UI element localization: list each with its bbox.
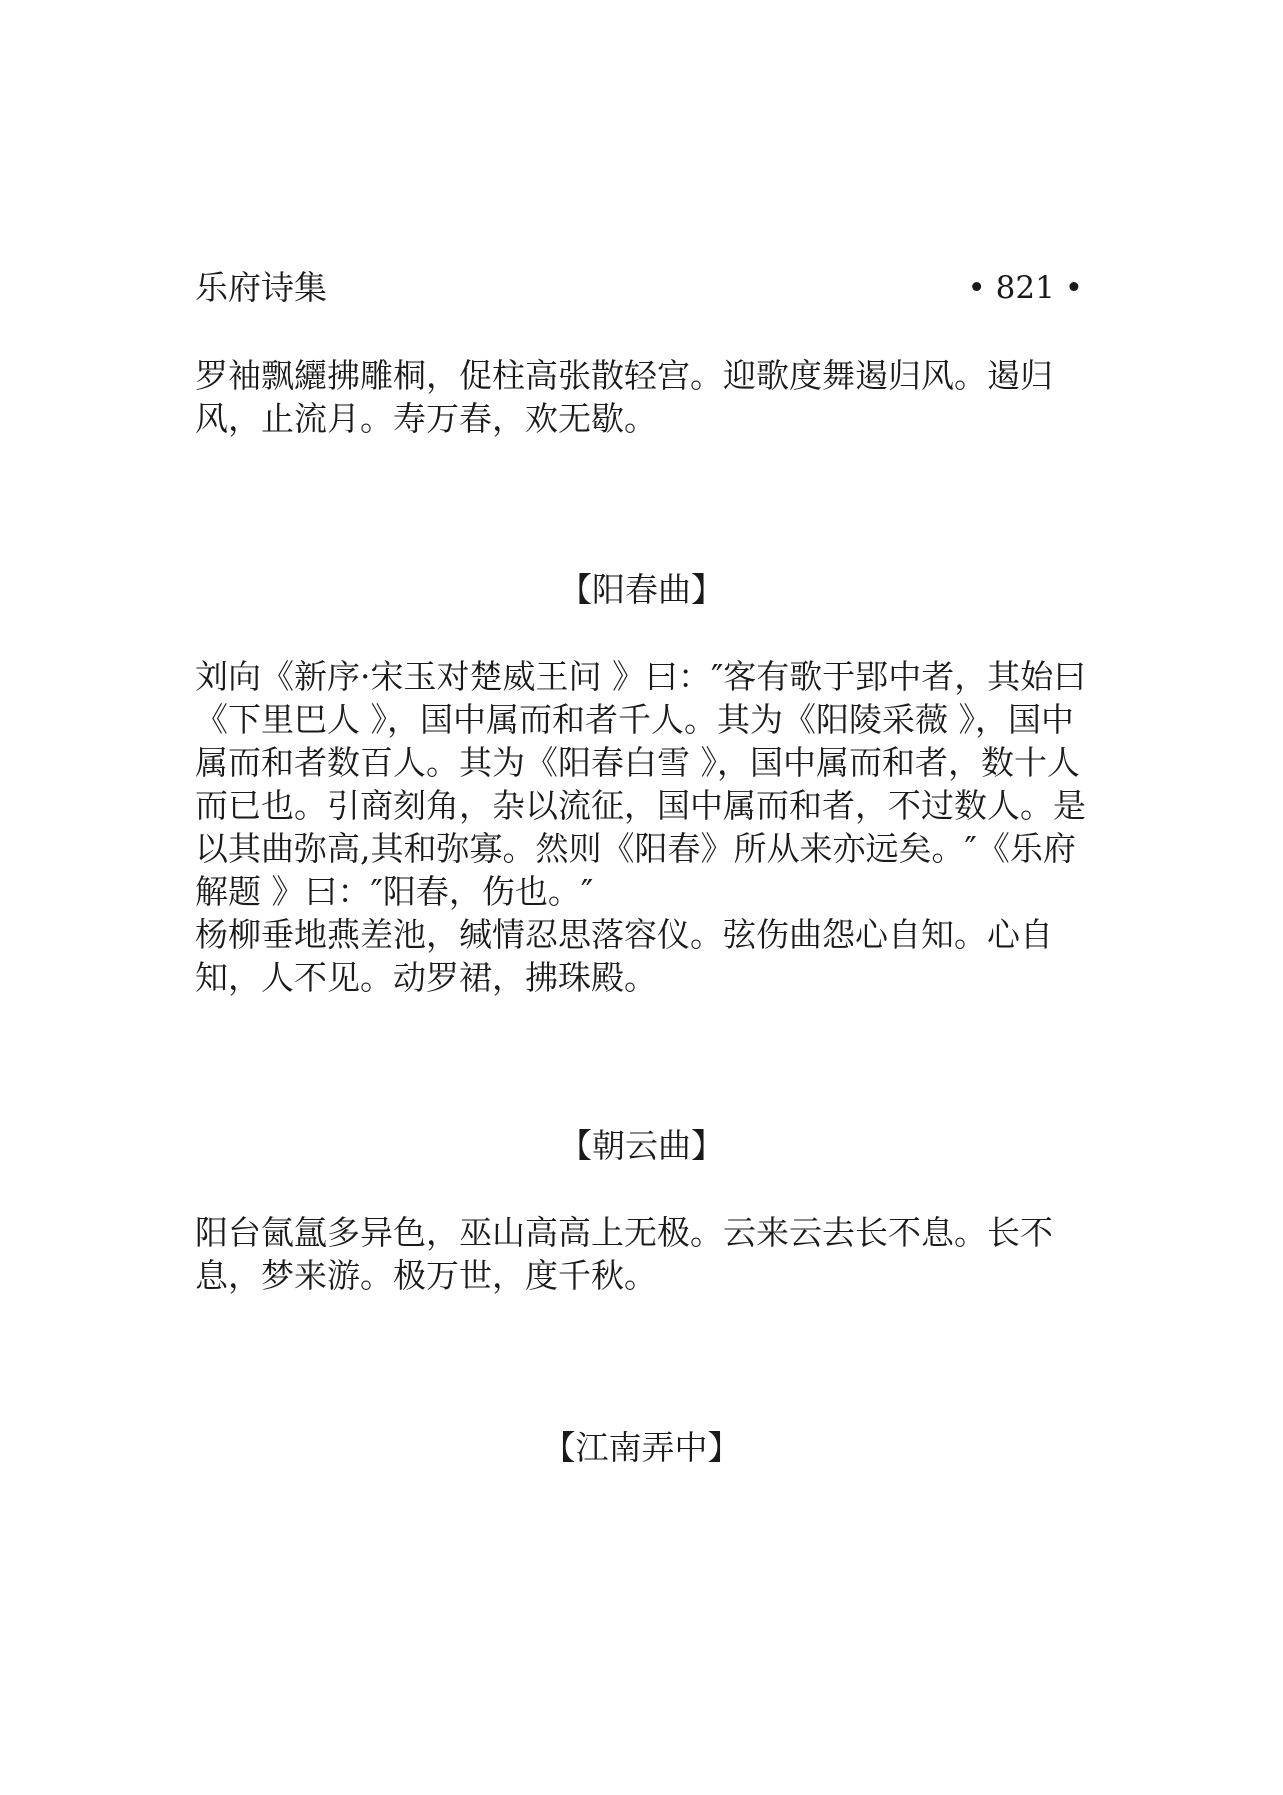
section-heading-jiangnan: 【江南弄中】: [542, 1428, 741, 1467]
poem-text: 阳台氤氲多异色，巫山高高上无极。云来云去长不息。长不息，梦来游。极万世，度千秋。: [195, 1213, 1053, 1295]
section-body-yangchun: [195, 655, 1100, 999]
section-body-chaoyun: [195, 1211, 1100, 1297]
running-title: 乐府诗集: [195, 268, 327, 307]
preface-text: 刘向《新序·宋玉对楚威王问 》曰：″客有歌于郢中者，其始曰《下里巴人 》，国中属而和者千人。其为《阳陵采薇 》，国中属而和者数百人。其为《阳春白雪 》，国中属而和者，数十人而已也。引商刻角，杂以流征，国中属而和者，不过数人。是以其曲弥高,其和弥寡。然则《阳春》所从来亦远矣。″《乐府解题 》曰：″阳春，伤也。″: [195, 657, 1087, 911]
page-number: • 821 •: [967, 270, 1083, 306]
poem-continuation: [195, 354, 1100, 440]
poem-text: 杨柳垂地燕差池，缄情忍思落容仪。弦伤曲怨心自知。心自知，人不见。动罗裙，拂珠殿。: [195, 915, 1053, 997]
poem-text: 罗袖飘纚拂雕桐，促柱高张散轻宫。迎歌度舞遏归风。遏归风，止流月。寿万春，欢无歇。: [195, 356, 1053, 438]
section-heading-chaoyun: 【朝云曲】: [559, 1126, 724, 1165]
section-heading-yangchun: 【阳春曲】: [559, 570, 724, 609]
